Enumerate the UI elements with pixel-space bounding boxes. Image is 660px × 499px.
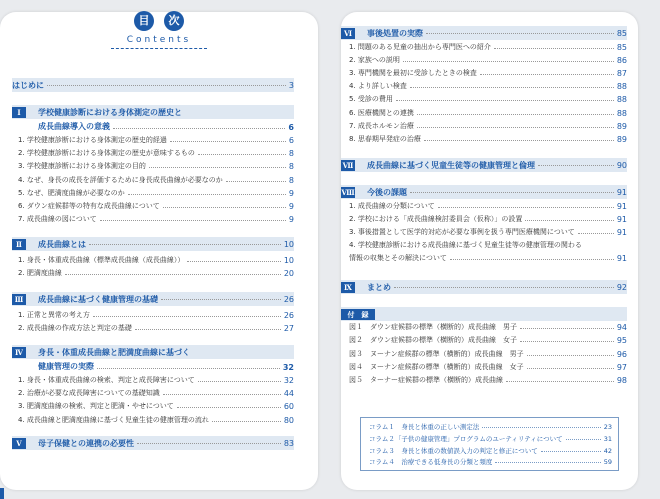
page-number: 92 [616,282,627,292]
toc-item[interactable] [18,188,294,198]
page-number: 89 [616,134,627,144]
page-number: 88 [616,82,627,92]
page-number: 83 [283,438,294,448]
section-heading[interactable] [341,26,627,40]
leader-dots [135,329,281,330]
toc-item-label: 2. 成長曲線の作成方法と判定の基礎 [18,324,132,333]
appendix-item-label: 図１ ダウン症候群の標準（横断的）成長曲線 男子 [349,323,517,331]
toc-item[interactable] [349,121,627,131]
page-number: 91 [616,202,627,211]
section-heading-label: まとめ [367,282,391,292]
page-number: 44 [283,389,294,399]
page-number: 8 [288,175,294,185]
section-number: Ⅷ [341,187,355,197]
page-number: 90 [616,160,627,170]
leader-dots [163,394,281,395]
toc-item[interactable] [18,201,294,211]
leader-dots [495,462,600,463]
page-number: 95 [616,336,627,346]
leader-dots [97,368,280,369]
edge-bar [0,488,4,499]
toc-item-label: 1. 身長・体重成長曲線の検索、判定と成長障害について [18,376,195,384]
leader-dots [525,220,613,221]
leader-dots [170,141,286,142]
page-number: 9 [288,202,294,211]
leader-dots [396,100,614,101]
toc-item-label: 1. 問題のある児童の抽出から専門医への紹介 [349,43,491,51]
leader-dots [410,192,614,193]
section-heading[interactable] [341,280,627,294]
toc-item-label: 2. 学校における「成長曲線検討委員会（仮称）」の設置 [349,215,523,224]
toc-item[interactable] [18,401,294,411]
appendix-label: 付 録 [341,309,375,320]
leader-dots [527,355,614,356]
leader-dots [177,407,281,408]
toc-item-label: 2. 学校健康診断における身体測定の歴史が意味するもの [18,149,195,158]
section-heading-label: 事後処置の実際 [367,28,423,38]
toc-item[interactable] [18,388,294,398]
page-number: 3 [288,80,294,90]
leader-dots [163,207,286,208]
page-number: 42 [603,446,612,455]
leader-dots [424,140,614,141]
page-number: 88 [616,108,627,118]
leader-dots [520,341,614,342]
leader-dots [403,61,614,62]
page-number: 97 [616,362,627,372]
page-number: 23 [603,423,612,431]
leader-dots [113,128,285,129]
column-item-label: コラム２「子供の健康管理」プログラムのユーティリティについて [369,434,563,443]
page-number: 31 [603,434,612,443]
toc-item[interactable] [349,68,627,78]
section-heading-cont[interactable] [38,361,294,372]
appendix-item-label: 図３ ヌーナン症候群の標準（横断的）成長曲線 男子 [349,349,524,358]
leader-dots [520,328,614,329]
page-number: 32 [282,363,294,372]
toc-item[interactable] [18,310,294,320]
toc-item[interactable] [349,42,627,52]
toc-item-label: 5. 受診の費用 [349,95,393,104]
toc-item[interactable] [349,81,627,91]
page-number: 9 [288,188,294,198]
title-char: 次 [164,11,184,31]
section-heading-label: 学校健康診断における身体測定の歴史と [38,107,182,117]
toc-item[interactable] [18,323,294,333]
toc-item[interactable] [18,375,294,385]
section-heading[interactable] [341,185,627,199]
toc-item-label: 3. 学校健康診断における身体測定の目的 [18,162,146,171]
page-number: 6 [288,136,294,145]
page-number: 91 [616,215,627,225]
leader-dots [417,114,614,115]
section-heading-label: 健康管理の実際 [38,362,94,371]
column-item-label: コラム１ 身長と体重の正しい測定法 [369,423,480,431]
page-number: 91 [616,254,627,264]
toc-item-label: 5. なぜ、肥満度曲線が必要なのか [18,188,125,197]
section-heading-label: 成長曲線導入の意義 [38,122,110,131]
leader-dots [198,381,281,382]
leader-dots [65,274,281,275]
section-number: Ⅶ [342,160,354,170]
section-heading-label: 成長曲線に基づく健康管理の基礎 [38,294,158,304]
page-number: 26 [283,294,294,304]
page-number: 10 [283,239,294,249]
section-number: Ⅲ [12,294,26,305]
toc-item-label: 4. より詳しい検査 [349,82,407,91]
appendix-item-label: 図５ ターナー症候群の標準（横断的）成長曲線 [349,376,503,385]
toc-item-label: 2. 治療が必要な成長障害についての基礎知識 [18,389,160,398]
page-number: 98 [616,376,627,386]
leader-dots [100,220,286,221]
leader-dots [506,381,614,382]
section-number: Ⅵ [341,28,355,39]
page-number: 8 [288,149,294,159]
toc-item-label: 1. 身長・体重成長曲線（標準成長曲線（成長曲線）） [18,256,185,264]
toc-item[interactable] [349,201,627,211]
toc-item-label: 6. 医療機関との連携 [349,108,414,117]
section-heading-label: 身長・体重成長曲線と肥満度曲線に基づく [38,347,190,357]
page-number: 85 [616,28,627,38]
toc-item-label: 3. 専門機関を最初に受診したときの検査 [349,69,477,78]
page-number: 96 [616,349,627,359]
leader-dots [450,259,614,260]
toc-item-label: 2. 肥満度曲線 [18,269,62,278]
title-char: 目 [134,11,154,31]
toc-item[interactable] [349,134,627,144]
leader-dots [527,368,614,369]
toc-item-label: 7. 成長曲線の図について [18,215,97,224]
page-number: 32 [283,376,294,385]
section-number: Ⅰ [12,107,26,118]
leader-dots [198,154,286,155]
leader-dots [149,167,286,168]
leader-dots [578,233,614,234]
toc-item-label: 2. 家族への説明 [349,56,400,65]
column-item[interactable] [369,434,612,443]
toc-item[interactable] [349,227,627,237]
section-heading-label: 成長曲線に基づく児童生徒等の健康管理と倫理 [367,160,535,170]
page-number: 9 [288,215,294,225]
column-item[interactable] [369,446,612,455]
appendix-item[interactable] [349,349,627,359]
section-heading-cont[interactable] [38,121,294,132]
section-number: Ⅴ [12,438,26,449]
toc-item[interactable] [349,240,627,250]
appendix-item[interactable] [349,322,627,332]
toc-item[interactable] [18,255,294,265]
page-number: 10 [283,256,294,265]
page-number: 89 [616,121,627,131]
leader-dots [426,33,614,34]
column-item[interactable] [369,422,612,431]
column-box [360,417,619,471]
page-number: 88 [616,95,627,105]
leader-dots [187,261,280,262]
section-intro[interactable] [12,78,294,92]
toc-item[interactable] [349,253,627,263]
toc-item[interactable] [18,214,294,224]
section-heading[interactable] [12,436,294,450]
section-heading-label: 母子保健との連携の必要性 [38,438,134,448]
toc-item[interactable] [18,135,294,145]
toc-title [0,11,318,49]
leader-dots [438,207,614,208]
leader-dots [137,443,281,444]
toc-item[interactable] [349,55,627,65]
toc-item[interactable] [18,415,294,425]
page-number: 27 [283,324,294,334]
leader-dots [482,427,600,428]
column-item-label: コラム４ 治療できる低身長の分類と頻度 [369,458,493,467]
section-heading-label: 成長曲線とは [38,239,86,249]
page-number: 60 [283,402,294,412]
leader-dots [494,48,614,49]
page-number: 59 [603,458,612,467]
leader-dots [394,287,614,288]
section-heading[interactable] [12,237,294,251]
section-heading-label: 今後の課題 [367,187,407,197]
leader-dots [93,316,281,317]
toc-item[interactable] [18,148,294,158]
appendix-heading [341,307,627,321]
page-number: 6 [288,123,294,132]
section-number: Ⅳ [12,347,26,358]
appendix-item[interactable] [349,335,627,345]
page-number: 8 [288,162,294,172]
page-number: 87 [616,69,627,79]
toc-item-label: 8. 思春期早発症の治療 [349,134,421,143]
toc-item[interactable] [349,94,627,104]
leader-dots [410,87,614,88]
leader-dots [566,439,601,440]
column-item[interactable] [369,457,612,466]
toc-item-label: 1. 成長曲線の分類について [349,202,435,210]
page-number: 80 [283,415,294,425]
appendix-item[interactable] [349,362,627,372]
toc-item-label: 1. 正常と異常の考え方 [18,311,90,319]
toc-item[interactable] [18,161,294,171]
leader-dots [226,181,286,182]
toc-item[interactable] [349,108,627,118]
leader-dots [47,85,286,86]
leader-dots [161,299,281,300]
toc-item-label: 1. 学校健康診断における身体測定の歴史的経過 [18,136,167,144]
page-number: 85 [616,43,627,52]
toc-item-label: 3. 事後措置として医学的対応が必要な事例を扱う専門医療機関について [349,228,575,237]
page-number: 20 [283,269,294,279]
page-number: 91 [616,187,627,197]
toc-item-label: 6. ダウン症候群等の特有な成長曲線について [18,202,160,210]
section-intro-label: はじめに [12,80,44,90]
toc-item-label: 4. 成長曲線と肥満度曲線に基づく児童生徒の健康管理の流れ [18,415,209,424]
section-number: Ⅸ [341,282,355,293]
section-heading[interactable] [341,158,627,172]
leader-dots [128,194,286,195]
section-heading[interactable] [12,105,294,119]
page-number: 26 [283,311,294,320]
section-heading[interactable] [12,345,294,359]
toc-item-label: 情報の収集とその解決について [349,254,447,263]
toc-item-label: 4. 学校健康診断における成長曲線に基づく児童生徒等の健康管理の関わる [349,241,582,250]
toc-item-label: 3. 肥満度曲線の検索、判定と肥満・やせについて [18,402,174,411]
leader-dots [417,127,614,128]
appendix-item[interactable] [349,375,627,385]
leader-dots [212,421,281,422]
toc-item[interactable] [18,268,294,278]
appendix-item-label: 図４ ヌーナン症候群の標準（横断的）成長曲線 女子 [349,362,524,371]
leader-dots [89,244,281,245]
leader-dots [480,74,614,75]
title-underline [111,48,207,49]
leader-dots [541,451,601,452]
page-number: 86 [616,56,627,66]
page-number: 91 [616,228,627,238]
appendix-item-label: 図２ ダウン症候群の標準（横断的）成長曲線 女子 [349,336,517,345]
column-item-label: コラム３ 身長と体重の数値誤入力の判定と修正について [369,446,538,455]
toc-item-label: 4. なぜ、身長の成長を評価するために身長成長曲線が必要なのか [18,175,223,184]
toc-item[interactable] [18,175,294,185]
toc-item[interactable] [349,214,627,224]
title-english: Contents [126,35,192,45]
section-number: Ⅱ [12,239,26,250]
leader-dots [538,165,614,166]
section-heading[interactable] [12,292,294,306]
toc-item-label: 7. 成長ホルモン治療 [349,121,414,130]
page-number: 94 [616,323,627,332]
